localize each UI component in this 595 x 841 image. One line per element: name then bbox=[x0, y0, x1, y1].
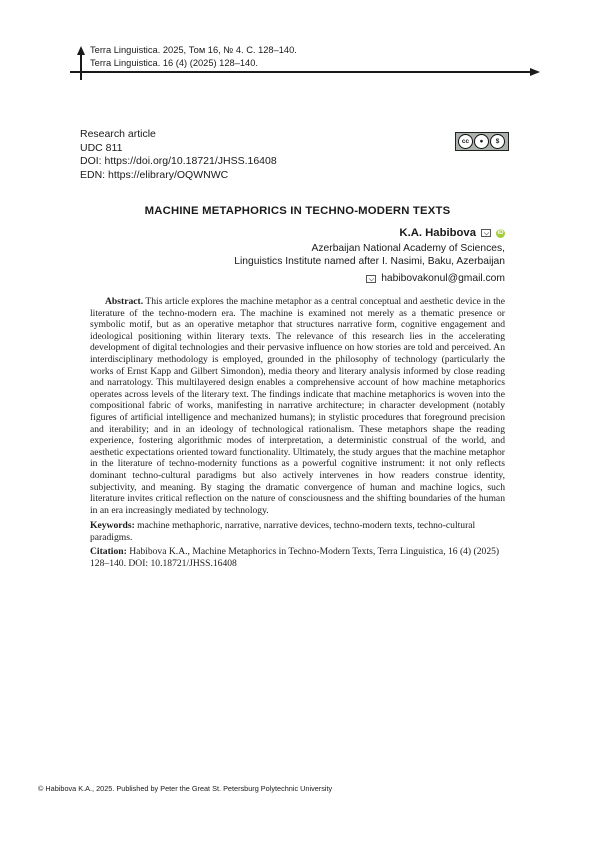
udc: UDC 811 bbox=[80, 141, 123, 154]
article-title: MACHINE METAPHORICS IN TECHNO-MODERN TEXTS bbox=[144, 205, 451, 217]
copyright-footer: © Habibova K.A., 2025. Published by Peter the Great St. Petersburg Polytechnic University bbox=[38, 784, 333, 793]
keywords bbox=[90, 520, 505, 543]
author-email bbox=[366, 273, 505, 284]
author-affiliation bbox=[234, 242, 505, 268]
cc-icon: cc bbox=[458, 134, 473, 149]
orcid-icon[interactable]: iD bbox=[497, 230, 504, 236]
citation-text: Habibova K.A., Machine Metaphorics in Techno-Modern Texts, Terra Linguistica, 16 (4) (2025) 128–140. DOI: 10.18721/JHSS.16408 bbox=[90, 546, 500, 569]
abstract bbox=[90, 296, 505, 516]
journal-header-en: Terra Linguistica. 16 (4) (2025) 128–140. bbox=[90, 58, 258, 68]
author-name: K.A. Habibova bbox=[399, 227, 476, 239]
by-icon: ● bbox=[474, 134, 489, 149]
abstract-text: This article explores the machine metaphor as a central conceptual and aesthetic device in the literature of the techno-modern era. The machine is examined not merely as a thematic presence or symbolic motif, but as an operative metaphor that structures narrative form, cognitive engagement and ideological positioning within literary texts. The relevance of this research lies in the accelerating development of digital technologies and their pervasive influence on how stories are told and perceived. An interdisciplinary methodology is employed, grounded in the philosophy of technology (particularly the works of Ernst Kapp and Gilbert Simondon), media theory and literary analysis informed by close reading and narratology. This multilayered design enables a comprehensive account of how machine metaphorics operates across levels of the literary text. The findings indicate that machine metaphorics is woven into the compositional fabric of works, manifesting in narrative architecture; in character development (notably figures of artificial intelligence and mechanized humans); in stylistic procedures that foreground precision and iterability; and in an ideology of technological rationalism. These metaphors shape the reading experience, fostering algorithmic modes of interpretation, a deterministic construal of the world, and aesthetic expectations oriented toward functionality. Ultimately, the study argues that the machine metaphor in the literature of techno-modernity functions as a powerful cognitive instrument: it not only reflects dominant techno-cultural paradigms but also actively intervenes in how readers construe identity, subjectivity, and meaning. By staging the dramatic convergence of human and machine logics, such literature invites critical reflection on the nature of consciousness and the shifting boundaries of the human in an era increasingly mediated by technology. bbox=[90, 296, 505, 516]
header-rule-vertical bbox=[80, 52, 82, 80]
journal-header bbox=[90, 44, 297, 70]
citation bbox=[90, 546, 505, 569]
keywords-text: machine methaphoric, narrative, narrative devices, techno-modern texts, techno-cultural paradigms. bbox=[90, 520, 476, 543]
doi-link[interactable]: DOI: https://doi.org/10.18721/JHSS.16408 bbox=[80, 155, 277, 167]
header-rule bbox=[70, 71, 532, 73]
nc-icon: $ bbox=[490, 134, 505, 149]
journal-header-ru: Terra Linguistica. 2025, Том 16, № 4. С. 128–140. bbox=[90, 45, 297, 55]
mail-icon[interactable] bbox=[481, 229, 491, 237]
arrow-up-icon bbox=[77, 46, 85, 55]
article-meta bbox=[80, 128, 277, 182]
abstract-label: Abstract. bbox=[105, 296, 144, 307]
author-line bbox=[399, 227, 505, 239]
affiliation-line-2: Linguistics Institute named after I. Nasimi, Baku, Azerbaijan bbox=[234, 256, 505, 267]
edn-link[interactable]: EDN: https://elibrary/OQWNWC bbox=[80, 168, 229, 181]
email-address[interactable]: habibovakonul@gmail.com bbox=[381, 273, 505, 284]
arrow-right-icon bbox=[530, 68, 540, 76]
affiliation-line-1: Azerbaijan National Academy of Sciences, bbox=[311, 243, 505, 254]
creative-commons-by-nc-icon[interactable] bbox=[455, 132, 509, 151]
keywords-label: Keywords: bbox=[90, 520, 135, 531]
mail-icon bbox=[366, 275, 376, 283]
citation-label: Citation: bbox=[90, 546, 127, 557]
article-type: Research article bbox=[80, 128, 156, 140]
